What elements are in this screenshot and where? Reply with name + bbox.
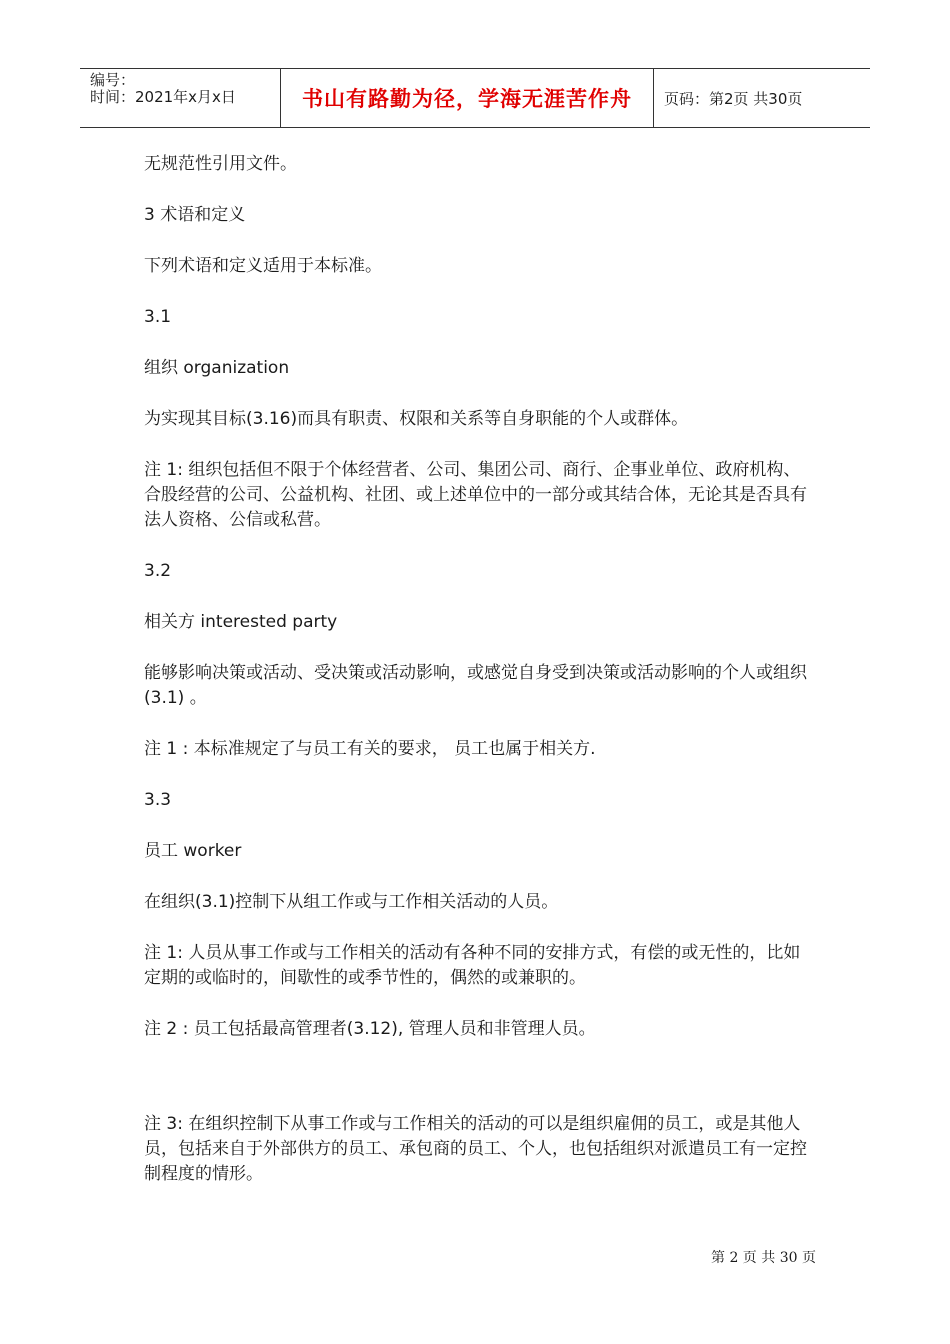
- note: 注 1: 人员从事工作或与工作相关的活动有各种不同的安排方式，有偿的或无性的，比如定期的或临时的，间歇性的或季节性的，偶然的或兼职的。: [144, 943, 801, 988]
- page-header: [80, 68, 870, 128]
- section-heading: 3 术语和定义: [144, 205, 246, 225]
- header-meta: [80, 69, 281, 127]
- time-label: 时间：2021年x月x日: [90, 88, 236, 106]
- blank-space: [144, 1068, 814, 1112]
- note: 注 1 : 本标准规定了与员工有关的要求， 员工也属于相关方.: [144, 739, 596, 759]
- document-body: [144, 152, 814, 1213]
- term-definition: 为实现其目标(3.16)而具有职责、权限和关系等自身职能的个人或群体。: [144, 409, 689, 429]
- term-title: 员工 worker: [144, 841, 242, 861]
- term-definition: 能够影响决策或活动、受决策或活动影响，或感觉自身受到决策或活动影响的个人或组织(3.1) 。: [144, 663, 807, 708]
- page-footer: 第 2 页 共 30 页: [711, 1250, 816, 1266]
- header-page-label: 页码：第2页 共30页: [664, 89, 803, 108]
- clause-number: 3.3: [144, 790, 172, 810]
- paragraph: 下列术语和定义适用于本标准。: [144, 256, 382, 276]
- code-label: 编号：: [90, 71, 136, 89]
- clause-number: 3.2: [144, 561, 172, 581]
- header-motto: 书山有路勤为径，学海无涯苦作舟: [281, 69, 654, 127]
- term-definition: 在组织(3.1)控制下从组工作或与工作相关活动的人员。: [144, 892, 559, 912]
- term-title: 相关方 interested party: [144, 612, 338, 632]
- note: 注 2 : 员工包括最高管理者(3.12), 管理人员和非管理人员。: [144, 1019, 596, 1039]
- term-title: 组织 organization: [144, 358, 290, 378]
- note: 注 1: 组织包括但不限于个体经营者、公司、集团公司、商行、企事业单位、政府机构、合股经营的公司、公益机构、社团、或上述单位中的一部分或其结合体，无论其是否具有法人资格、公信或私营。: [144, 460, 807, 530]
- note: 注 3: 在组织控制下从事工作或与工作相关的活动的可以是组织雇佣的员工，或是其他人员，包括来自于外部供方的员工、承包商的员工、个人，也包括组织对派遣员工有一定控制程度的情形。: [144, 1114, 807, 1184]
- clause-number: 3.1: [144, 307, 172, 327]
- paragraph: 无规范性引用文件。: [144, 154, 297, 174]
